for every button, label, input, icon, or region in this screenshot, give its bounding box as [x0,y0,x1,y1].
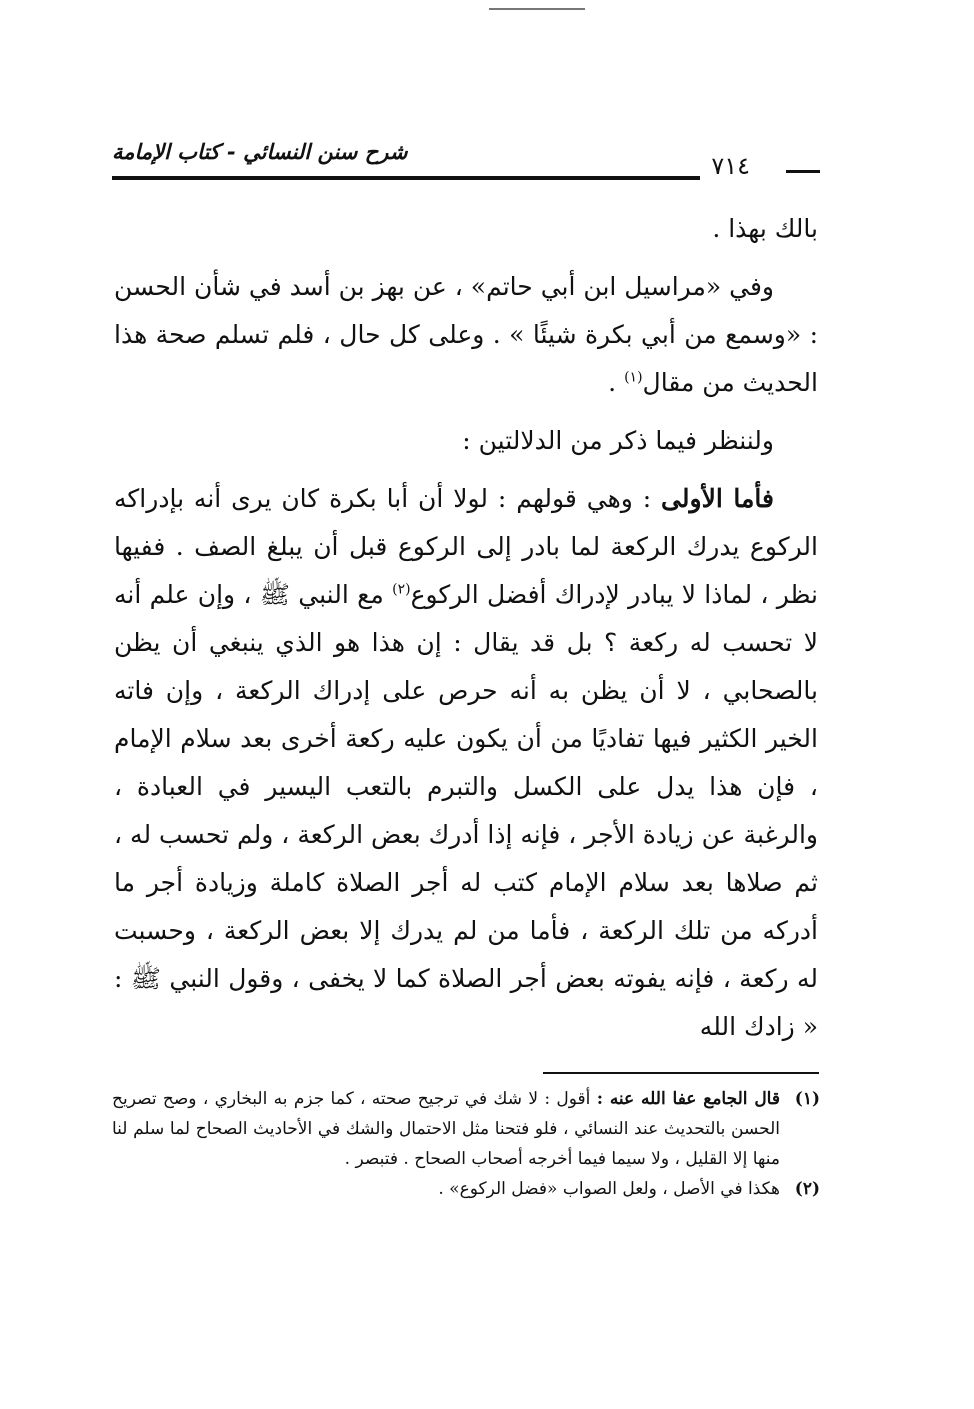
footnote-separator [543,1072,819,1074]
paragraph-1-text: بالك بهذا . [712,214,818,243]
page-header [112,140,820,188]
paragraph-2-end: . [608,368,625,397]
paragraph-3-text: ولننظر فيما ذكر من الدلالتين : [462,426,774,455]
paragraph-1 [114,205,818,253]
footnote-1 [112,1084,820,1174]
running-title: شرح سنن النسائي - كتاب الإمامة [112,140,408,164]
paragraph-2-text: وفي «مراسيل ابن أبي حاتم» ، عن بهز بن أسد في شأن الحسن : «وسمع من أبي بكرة شيئًا » . وعلى كل حال ، فلم تسلم صحة هذا الحديث من مقال [114,272,818,397]
footnote-1-body [112,1084,780,1174]
footnote-2 [112,1174,820,1204]
footnote-ref-1: (١) [624,369,643,386]
footnote-1-number: (١) [794,1089,820,1109]
paragraph-4-text-a: : وهي قولهم : لولا أن أبا بكرة كان يرى أنه بإدراكه الركوع يدرك الركعة لما بادر إلى الركوع قبل أن يبلغ الصف . ففيها نظر ، لماذا لا يبادر لإدراك أفضل الركوع [114,484,818,609]
footnote-ref-2: (٢) [392,581,411,598]
paragraph-3 [114,417,818,465]
paragraph-4-lead: فأما الأولى [661,484,774,513]
footnote-2-body [112,1174,780,1204]
header-dash [786,170,820,173]
paragraph-2 [114,263,818,407]
page-number: ٧١٤ [711,152,750,180]
footnote-1-lead: قال الجامع عفا الله عنه : [596,1089,780,1109]
paragraph-4-text-b: مع النبي ﷺ ، وإن علم أنه لا تحسب له ركعة ؟ بل قد يقال : إن هذا هو الذي ينبغي أن يظن بالصحابي ، لا أن يظن به أنه حرص على إدراك الركعة ، وإن فاته الخير الكثير فيها تفاديًا من أن يكون عليه ركعة أخرى بعد سلام الإمام ، فإن هذا يدل على الكسل والتبرم بالتعب اليسير في العبادة ، والرغبة عن زيادة الأجر ، فإنه إذا أدرك بعض الركعة ، ولم تحسب له ، ثم صلاها بعد سلام الإمام كتب له أجر الصلاة كاملة وزيادة أجر ما أدركه من تلك الركعة ، فأما من لم يدرك إلا بعض الركعة ، وحسبت له ركعة ، فإنه يفوته بعض أجر الصلاة كما لا يخفى ، وقول النبي ﷺ : « زادك الله [114,580,818,1041]
footnote-2-number: (٢) [794,1179,820,1199]
footnotes [112,1084,820,1204]
paragraph-4 [114,475,818,1051]
top-edge-mark [489,8,585,10]
footnote-1-text: أقول : لا شك في ترجيح صحته ، كما جزم به البخاري ، وصح تصريح الحسن بالتحديث عند النسائي ، فلو فتحنا مثل الاحتمال والشك في الأحاديث الصحاح لما سلم لنا منها إلا القليل ، ولا سيما فيما أخرجه أصحاب الصحاح . فتبصر . [112,1089,780,1169]
footnote-2-text: هكذا في الأصل ، ولعل الصواب «فضل الركوع» . [438,1179,780,1199]
header-rule [112,176,700,180]
main-text [114,205,818,1051]
